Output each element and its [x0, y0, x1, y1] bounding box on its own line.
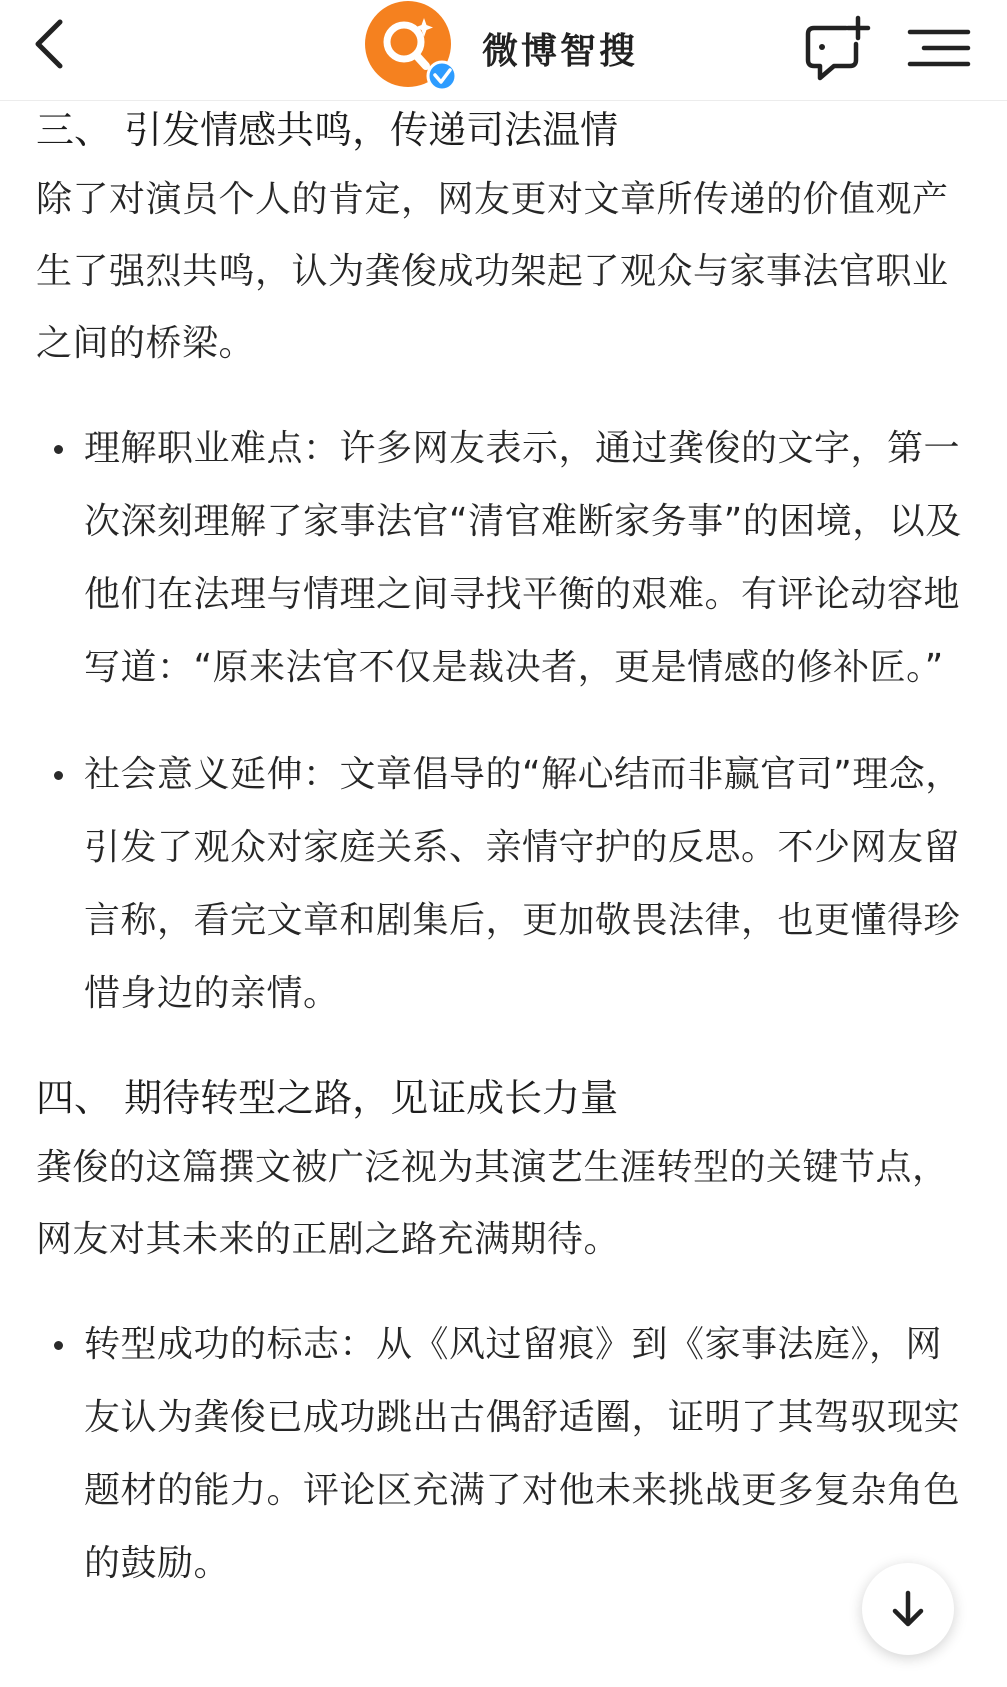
scroll-down-button[interactable]	[862, 1563, 954, 1655]
list-item	[36, 738, 972, 1030]
weibo-search-logo[interactable]	[364, 0, 460, 96]
section-heading: 三、 引发情感共鸣，传递司法温情	[36, 108, 619, 152]
arrow-down-icon	[886, 1587, 930, 1631]
page-title: 微博智搜	[482, 29, 639, 72]
menu-button[interactable]	[906, 18, 976, 78]
list-item	[36, 412, 972, 704]
section-3	[36, 96, 972, 1030]
brand	[364, 0, 638, 96]
list-item-text: 社会意义延伸：文章倡导的“解心结而非赢官司”理念，引发了观众对家庭关系、亲情守护的反思。不少网友留言称，看完文章和剧集后，更加敬畏法律，也更懂得珍惜身边的亲情。	[84, 754, 962, 1014]
top-bar	[0, 0, 1007, 101]
article-content	[36, 96, 972, 1634]
bullet-dot-icon	[54, 445, 63, 454]
bullet-dot-icon	[54, 771, 63, 780]
new-chat-button[interactable]	[800, 14, 872, 86]
bullet-list	[36, 412, 972, 1030]
list-item-text: 理解职业难点：许多网友表示，通过龚俊的文字，第一次深刻理解了家事法官“清官难断家务事”的困境，以及他们在法理与情理之间寻找平衡的艰难。有评论动容地写道：“原来法官不仅是裁决者，更是情感的修补匠。”	[84, 428, 962, 688]
bullet-dot-icon	[54, 1341, 63, 1350]
section-intro: 龚俊的这篇撰文被广泛视为其演艺生涯转型的关键节点，网友对其未来的正剧之路充满期待。	[36, 1147, 949, 1260]
list-item	[36, 1308, 972, 1600]
section-4	[36, 1064, 972, 1600]
chevron-left-icon	[24, 16, 84, 76]
bullet-list	[36, 1308, 972, 1600]
back-button[interactable]	[24, 16, 84, 76]
menu-lines-icon	[906, 18, 976, 78]
list-item-text: 转型成功的标志：从《风过留痕》到《家事法庭》，网友认为龚俊已成功跳出古偶舒适圈，证明了其驾驭现实题材的能力。评论区充满了对他未来挑战更多复杂角色的鼓励。	[84, 1324, 961, 1584]
section-heading: 四、 期待转型之路，见证成长力量	[36, 1076, 619, 1120]
section-intro: 除了对演员个人的肯定，网友更对文章所传递的价值观产生了强烈共鸣，认为龚俊成功架起了观众与家事法官职业之间的桥梁。	[36, 179, 949, 364]
chat-plus-icon	[800, 14, 872, 86]
